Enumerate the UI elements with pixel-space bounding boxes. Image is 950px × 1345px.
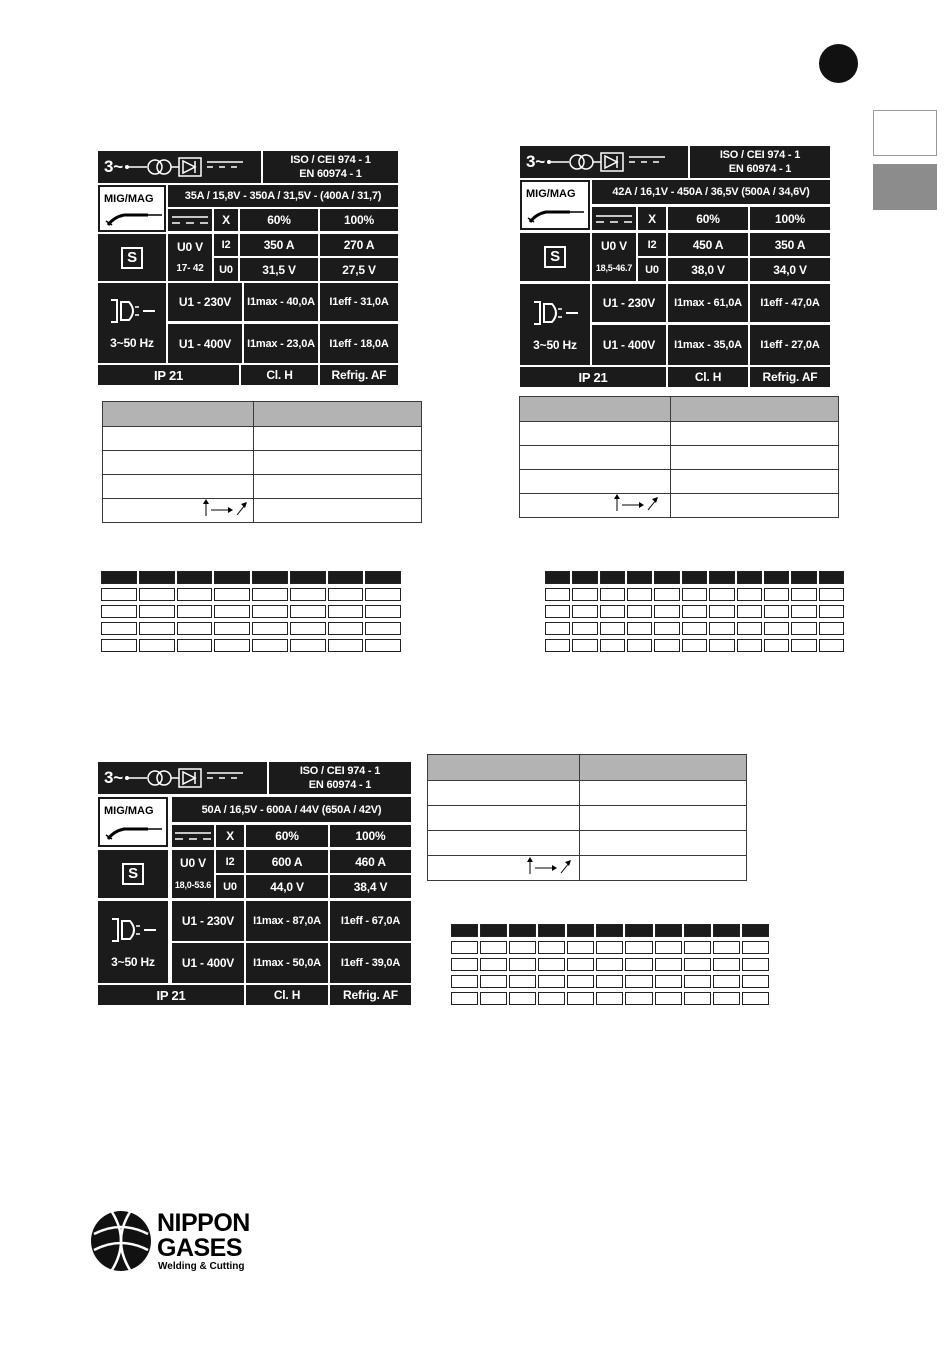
u2-100: 27,5 V: [320, 258, 398, 281]
supply-cell: [520, 284, 590, 365]
transformer-rectifier-icon: [125, 767, 250, 789]
u1-230: U1 - 230V: [168, 283, 242, 321]
u2-label: U0: [216, 875, 244, 898]
cooling: Refrig. AF: [330, 985, 411, 1005]
u1-230: U1 - 230V: [172, 901, 244, 941]
duty-60: 60%: [668, 207, 748, 230]
grid-row: [545, 639, 844, 652]
i1eff-400: I1eff - 18,0A: [320, 324, 398, 363]
u0-range: 18,0-53.6: [174, 880, 212, 890]
dc-icon: [172, 215, 208, 225]
x-label: X: [216, 825, 244, 847]
logo-tagline: Welding & Cutting: [158, 1261, 245, 1272]
x-label: X: [214, 209, 238, 231]
s-label: S: [121, 247, 143, 269]
rating-plate-2: [520, 146, 830, 388]
grid-row: [545, 622, 844, 635]
grid-row: [451, 958, 769, 971]
i1eff-400: I1eff - 27,0A: [750, 325, 830, 365]
i2-label: I2: [638, 233, 666, 256]
grid-row: [545, 605, 844, 618]
u0-range: 17- 42: [176, 262, 204, 274]
i2-60: 350 A: [240, 234, 318, 256]
i1eff-230: I1eff - 67,0A: [330, 901, 411, 941]
ramp-arrows-icon: [614, 494, 660, 512]
grid-row: [451, 992, 769, 1005]
header-symbols: [98, 762, 267, 794]
s-symbol-cell: [98, 234, 166, 281]
u2-60: 44,0 V: [246, 875, 328, 898]
frequency-label: 3~50 Hz: [110, 336, 154, 350]
process-label: MIG/MAG: [526, 188, 576, 200]
u1-400: U1 - 400V: [168, 324, 242, 363]
insulation-class: Cl. H: [668, 367, 748, 387]
grid-row: [545, 588, 844, 601]
u0-cell: [172, 850, 214, 898]
standard-2: EN 60974 - 1: [728, 163, 792, 175]
ip-rating: IP 21: [98, 365, 239, 385]
table-row: [520, 422, 839, 446]
transformer-rectifier-icon: [125, 156, 250, 178]
i2-60: 450 A: [668, 233, 748, 256]
welding-torch-icon: [526, 206, 586, 224]
u0-cell: [168, 234, 212, 281]
u0-cell: [592, 233, 636, 281]
i2-label: I2: [216, 850, 244, 873]
info-table-1: [102, 401, 422, 523]
u0-range: 18,5-46.7: [595, 263, 633, 273]
standard-1: ISO / CEI 974 - 1: [290, 154, 371, 166]
range-cell: 42A / 16,1V - 450A / 36,5V (500A / 34,6V): [592, 180, 830, 204]
u2-60: 38,0 V: [668, 258, 748, 281]
grid-header-row: [545, 571, 844, 584]
s-symbol-cell: [520, 233, 590, 281]
grid-row: [451, 941, 769, 954]
i1max-400: I1max - 35,0A: [668, 325, 748, 365]
i1eff-230: I1eff - 31,0A: [320, 283, 398, 321]
standards: [263, 151, 398, 183]
u0-label: U0 V: [601, 239, 627, 253]
range-cell: 35A / 15,8V - 350A / 31,5V - (400A / 31,7): [168, 185, 398, 207]
process-box: [98, 185, 166, 232]
u0-label: U0 V: [180, 856, 206, 870]
i1eff-230: I1eff - 47,0A: [750, 284, 830, 322]
i1max-230: I1max - 40,0A: [244, 283, 318, 321]
u1-400: U1 - 400V: [172, 943, 244, 983]
nippon-gases-logo: [90, 1210, 280, 1274]
duty-100: 100%: [750, 207, 830, 230]
table-row: [520, 494, 839, 518]
grid-table-3: [449, 920, 771, 1009]
duty-60: 60%: [246, 825, 328, 847]
table-row: [428, 856, 747, 881]
cooling: Refrig. AF: [750, 367, 830, 387]
standard-2: EN 60974 - 1: [308, 779, 372, 791]
tab-empty: [873, 110, 937, 156]
table-header-row: [520, 397, 839, 422]
duty-60: 60%: [240, 209, 318, 231]
tab-filled: [873, 164, 937, 210]
u1-400: U1 - 400V: [592, 325, 666, 365]
s-label: S: [544, 246, 566, 268]
i2-60: 600 A: [246, 850, 328, 873]
table-header-row: [428, 755, 747, 781]
info-table-2: [519, 396, 839, 518]
phase-label: 3~: [104, 157, 123, 176]
rating-plate-3: [98, 762, 411, 1006]
supply-cell: [98, 283, 166, 363]
table-row: [428, 831, 747, 856]
i1max-230: I1max - 87,0A: [246, 901, 328, 941]
welding-torch-icon: [104, 209, 164, 227]
s-label: S: [122, 863, 144, 885]
plug-icon: [108, 915, 158, 945]
header-symbols: [98, 151, 261, 183]
u2-label: U0: [214, 258, 238, 281]
i1max-230: I1max - 61,0A: [668, 284, 748, 322]
ip-rating: IP 21: [98, 985, 244, 1005]
dc-symbol-cell: [168, 209, 212, 231]
plug-icon: [530, 298, 580, 328]
u2-60: 31,5 V: [240, 258, 318, 281]
u2-100: 38,4 V: [330, 875, 411, 898]
welding-torch-icon: [104, 823, 164, 841]
logo-line-2: GASES: [157, 1234, 243, 1262]
table-row: [520, 470, 839, 494]
plug-icon: [107, 296, 157, 326]
frequency-label: 3~50 Hz: [111, 955, 155, 969]
table-row: [103, 427, 422, 451]
ip-rating: IP 21: [520, 367, 666, 387]
process-label: MIG/MAG: [104, 193, 154, 205]
table-row: [103, 475, 422, 499]
dc-symbol-cell: [172, 825, 214, 847]
i1max-400: I1max - 23,0A: [244, 324, 318, 363]
grid-table-1: [99, 567, 403, 656]
page-marker-dot: [819, 44, 858, 83]
u2-100: 34,0 V: [750, 258, 830, 281]
duty-100: 100%: [320, 209, 398, 231]
u0-label: U0 V: [177, 239, 203, 254]
standard-1: ISO / CEI 974 - 1: [299, 765, 381, 777]
frequency-label: 3~50 Hz: [533, 337, 577, 352]
table-row: [520, 446, 839, 470]
grid-header-row: [451, 924, 769, 937]
i2-100: 270 A: [320, 234, 398, 256]
table-header-row: [103, 402, 422, 427]
header-symbols: [520, 146, 688, 178]
supply-cell: [98, 901, 168, 983]
grid-row: [101, 639, 401, 652]
phase-label: 3~: [104, 768, 123, 787]
u1-230: U1 - 230V: [592, 284, 666, 322]
insulation-class: Cl. H: [241, 365, 318, 385]
info-table-3: [427, 754, 747, 881]
logo-line-1: NIPPON: [157, 1209, 250, 1237]
insulation-class: Cl. H: [246, 985, 328, 1005]
i2-100: 460 A: [330, 850, 411, 873]
grid-table-2: [543, 567, 846, 656]
dc-icon: [596, 214, 632, 224]
i1max-400: I1max - 50,0A: [246, 943, 328, 983]
globe-logo-icon: [90, 1210, 152, 1272]
duty-100: 100%: [330, 825, 411, 847]
ramp-arrows-icon: [203, 499, 249, 517]
cooling: Refrig. AF: [320, 365, 398, 385]
transformer-rectifier-icon: [547, 151, 672, 173]
standards: [690, 146, 830, 178]
standards: [269, 762, 411, 794]
ramp-arrows-icon: [527, 857, 573, 875]
phase-label: 3~: [526, 152, 545, 171]
x-label: X: [638, 207, 666, 230]
grid-header-row: [101, 571, 401, 584]
i1eff-400: I1eff - 39,0A: [330, 943, 411, 983]
grid-row: [101, 622, 401, 635]
process-label: MIG/MAG: [104, 805, 154, 817]
dc-icon: [175, 831, 211, 841]
grid-row: [101, 605, 401, 618]
i2-100: 350 A: [750, 233, 830, 256]
process-box: [520, 180, 590, 230]
range-cell: 50A / 16,5V - 600A / 44V (650A / 42V): [172, 797, 411, 822]
process-box: [98, 797, 168, 847]
s-symbol-cell: [98, 850, 168, 898]
standard-1: ISO / CEI 974 - 1: [719, 149, 801, 161]
grid-row: [101, 588, 401, 601]
i2-label: I2: [214, 234, 238, 256]
table-row: [428, 806, 747, 831]
standard-2: EN 60974 - 1: [299, 168, 362, 180]
rating-plate-1: [98, 151, 398, 387]
grid-row: [451, 975, 769, 988]
table-row: [428, 781, 747, 806]
table-row: [103, 451, 422, 475]
u2-label: U0: [638, 258, 666, 281]
dc-symbol-cell: [592, 207, 636, 230]
table-row: [103, 499, 422, 523]
